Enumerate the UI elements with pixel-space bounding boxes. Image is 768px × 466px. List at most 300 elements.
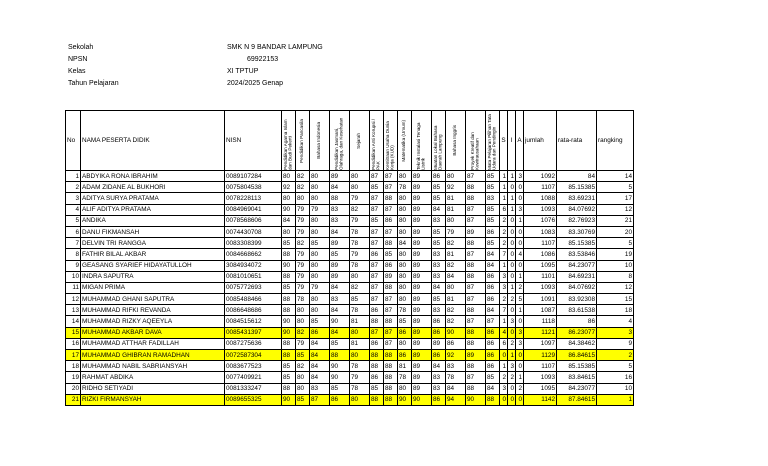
grades-table [65, 110, 634, 406]
subject-score: 87 [370, 193, 384, 204]
header-avg: rata-rata [557, 111, 597, 171]
student-nisn: 0078568606 [225, 215, 282, 226]
absent-count: 0 [516, 238, 524, 249]
subject-score: 85 [330, 249, 350, 260]
subject-score: 85 [486, 171, 500, 182]
ranking: 5 [597, 182, 634, 193]
subject-score: 86 [398, 350, 412, 361]
permit-count: 1 [508, 282, 516, 293]
subject-score: 89 [412, 282, 432, 293]
table-row [66, 282, 634, 293]
subject-score: 88 [384, 282, 398, 293]
subject-score: 82 [446, 316, 466, 327]
subject-score: 90 [282, 394, 296, 405]
subject-score: 79 [296, 215, 310, 226]
subject-score: 81 [446, 204, 466, 215]
header-subject: Teknik Instalasi Tenaga Listrik [412, 111, 432, 171]
subject-score: 87 [370, 238, 384, 249]
ranking: 14 [597, 171, 634, 182]
subject-score: 87 [466, 294, 486, 305]
subject-score: 80 [398, 383, 412, 394]
ranking: 3 [597, 327, 634, 338]
subject-score: 83 [432, 372, 446, 383]
sick-count: 2 [500, 238, 508, 249]
student-nisn: 0083677523 [225, 361, 282, 372]
subject-score: 84 [432, 282, 446, 293]
subject-score: 88 [486, 394, 500, 405]
header-subject: Pendidikan Anti Korupsi / PAK [370, 111, 384, 171]
subject-score: 80 [398, 294, 412, 305]
absent-count: 4 [516, 249, 524, 260]
average-score: 84.07692 [557, 204, 597, 215]
sick-count: 1 [500, 182, 508, 193]
subject-score: 84 [310, 338, 330, 349]
student-nisn: 0087275636 [225, 338, 282, 349]
ranking: 4 [597, 316, 634, 327]
sick-count: 3 [500, 383, 508, 394]
permit-count: 0 [508, 327, 516, 338]
total-score: 1093 [524, 282, 557, 293]
average-score: 83.30769 [557, 226, 597, 237]
absent-count: 1 [516, 305, 524, 316]
subject-score: 85 [370, 182, 384, 193]
subject-score: 80 [310, 182, 330, 193]
subject-score: 88 [370, 316, 384, 327]
table-row [66, 182, 634, 193]
total-score: 1107 [524, 238, 557, 249]
subject-score: 89 [412, 271, 432, 282]
total-score: 1076 [524, 215, 557, 226]
subject-score: 78 [350, 226, 370, 237]
subject-score: 88 [384, 394, 398, 405]
subject-score: 88 [330, 350, 350, 361]
subject-score: 83 [330, 294, 350, 305]
subject-score: 85 [432, 226, 446, 237]
subject-score: 85 [296, 394, 310, 405]
subject-score: 89 [330, 260, 350, 271]
subject-score: 89 [412, 338, 432, 349]
sick-count: 2 [500, 226, 508, 237]
subject-score: 85 [486, 204, 500, 215]
subject-score: 84 [486, 383, 500, 394]
student-name: DELVIN TRI RANGGA [81, 238, 225, 249]
average-score: 86.23077 [557, 327, 597, 338]
student-nisn: 0083308399 [225, 238, 282, 249]
student-name: INDRA SAPUTRA [81, 271, 225, 282]
table-row [66, 226, 634, 237]
absent-count: 3 [516, 171, 524, 182]
subject-score: 90 [282, 204, 296, 215]
average-score: 83.61538 [557, 305, 597, 316]
subject-score: 80 [310, 271, 330, 282]
subject-score: 80 [310, 193, 330, 204]
subject-score: 87 [486, 316, 500, 327]
row-number: 21 [66, 394, 81, 405]
sick-count: 4 [500, 327, 508, 338]
total-score: 1086 [524, 249, 557, 260]
average-score: 84.38462 [557, 338, 597, 349]
ranking: 12 [597, 282, 634, 293]
subject-score: 88 [466, 271, 486, 282]
table-row [66, 260, 634, 271]
subject-score: 92 [446, 182, 466, 193]
total-score: 1129 [524, 350, 557, 361]
subject-score: 84 [486, 249, 500, 260]
subject-score: 84 [432, 361, 446, 372]
average-score: 83.53846 [557, 249, 597, 260]
year-label: Tahun Pelajaran [68, 80, 119, 87]
average-score: 84.07692 [557, 282, 597, 293]
subject-score: 85 [282, 361, 296, 372]
subject-score: 90 [282, 260, 296, 271]
subject-score: 89 [412, 316, 432, 327]
total-score: 1093 [524, 372, 557, 383]
student-name: MUHAMMAD ATTHAR FADILLAH [81, 338, 225, 349]
subject-score: 88 [466, 361, 486, 372]
average-score: 84.69231 [557, 271, 597, 282]
header-no: No [66, 111, 81, 171]
ranking: 20 [597, 226, 634, 237]
total-score: 1093 [524, 204, 557, 215]
subject-score: 83 [310, 383, 330, 394]
student-nisn: 0081010651 [225, 271, 282, 282]
subject-score: 80 [398, 260, 412, 271]
subject-score: 80 [296, 316, 310, 327]
subject-score: 83 [432, 215, 446, 226]
ranking: 10 [597, 260, 634, 271]
total-score: 1118 [524, 316, 557, 327]
subject-score: 80 [296, 305, 310, 316]
student-name: MUHAMMAD GHANI SAPUTRA [81, 294, 225, 305]
subject-score: 87 [384, 171, 398, 182]
subject-score: 87 [384, 327, 398, 338]
student-nisn: 0089107284 [225, 171, 282, 182]
subject-score: 90 [412, 394, 432, 405]
subject-score: 85 [310, 316, 330, 327]
subject-score: 87 [370, 327, 384, 338]
subject-score: 85 [486, 182, 500, 193]
subject-score: 80 [398, 215, 412, 226]
subject-score: 80 [398, 171, 412, 182]
subject-score: 83 [486, 193, 500, 204]
subject-score: 87 [466, 316, 486, 327]
subject-score: 85 [330, 338, 350, 349]
subject-score: 88 [466, 182, 486, 193]
total-score: 1121 [524, 327, 557, 338]
student-name: ABDYIKA RONA IBRAHIM [81, 171, 225, 182]
total-score: 1091 [524, 294, 557, 305]
subject-score: 90 [282, 327, 296, 338]
absent-count: 0 [516, 182, 524, 193]
subject-score: 80 [296, 193, 310, 204]
average-score: 83.69231 [557, 193, 597, 204]
subject-score: 88 [466, 260, 486, 271]
subject-score: 87 [466, 204, 486, 215]
header-subject: Pendidikan Jasmani, Olahraga, dan Kesehatan [330, 111, 350, 171]
subject-score: 83 [432, 271, 446, 282]
subject-score: 80 [282, 226, 296, 237]
permit-count: 0 [508, 238, 516, 249]
subject-score: 80 [310, 249, 330, 260]
student-name: ALIF ADITYA PRATAMA [81, 204, 225, 215]
subject-score: 79 [296, 204, 310, 215]
subject-score: 82 [296, 238, 310, 249]
absent-count: 3 [516, 327, 524, 338]
total-score: 1092 [524, 171, 557, 182]
subject-score: 82 [296, 361, 310, 372]
subject-score: 89 [330, 271, 350, 282]
permit-count: 0 [508, 260, 516, 271]
absent-count: 0 [516, 350, 524, 361]
subject-score: 87 [384, 226, 398, 237]
subject-score: 89 [412, 215, 432, 226]
subject-score: 79 [350, 372, 370, 383]
row-number: 16 [66, 338, 81, 349]
subject-score: 80 [398, 282, 412, 293]
sick-count: 1 [500, 361, 508, 372]
student-nisn: 0086648686 [225, 305, 282, 316]
header-subject: Muatan Lokal Bahasa Daerah Lampung [432, 111, 446, 171]
header-subject: Pendidikan Pancasila [296, 111, 310, 171]
student-name: MUHAMMAD RIZKY AQEEYLA [81, 316, 225, 327]
subject-score: 79 [446, 226, 466, 237]
subject-score: 80 [282, 193, 296, 204]
subject-score: 85 [350, 294, 370, 305]
subject-score: 84 [330, 226, 350, 237]
subject-score: 88 [282, 294, 296, 305]
total-score: 1101 [524, 271, 557, 282]
subject-score: 79 [310, 204, 330, 215]
ranking: 5 [597, 361, 634, 372]
subject-score: 84 [486, 260, 500, 271]
subject-score: 92 [446, 350, 466, 361]
table-row [66, 338, 634, 349]
row-number: 20 [66, 383, 81, 394]
header-subject: Sejarah [350, 111, 370, 171]
ranking: 17 [597, 193, 634, 204]
subject-score: 80 [350, 350, 370, 361]
subject-score: 83 [330, 215, 350, 226]
subject-score: 82 [296, 171, 310, 182]
absent-count: 3 [516, 338, 524, 349]
row-number: 13 [66, 305, 81, 316]
subject-score: 78 [350, 305, 370, 316]
subject-score: 90 [446, 327, 466, 338]
table-row [66, 193, 634, 204]
subject-score: 88 [282, 350, 296, 361]
row-number: 11 [66, 282, 81, 293]
permit-count: 0 [508, 215, 516, 226]
subject-score: 84 [446, 383, 466, 394]
total-score: 1107 [524, 361, 557, 372]
grades-body [66, 171, 634, 406]
subject-score: 85 [486, 372, 500, 383]
subject-score: 88 [384, 383, 398, 394]
student-nisn: 0085488466 [225, 294, 282, 305]
table-row [66, 238, 634, 249]
subject-score: 80 [398, 226, 412, 237]
subject-score: 80 [446, 215, 466, 226]
subject-score: 89 [412, 171, 432, 182]
subject-score: 90 [330, 316, 350, 327]
subject-score: 86 [370, 305, 384, 316]
subject-score: 81 [446, 294, 466, 305]
subject-score: 85 [296, 350, 310, 361]
subject-score: 86 [310, 327, 330, 338]
subject-score: 79 [296, 249, 310, 260]
table-row [66, 294, 634, 305]
subject-score: 80 [398, 249, 412, 260]
subject-score: 87 [370, 260, 384, 271]
year-value: 2024/2025 Genap [227, 80, 284, 87]
student-nisn: 0084668662 [225, 249, 282, 260]
subject-score: 80 [398, 204, 412, 215]
subject-score: 84 [486, 305, 500, 316]
subject-score: 85 [330, 383, 350, 394]
subject-score: 82 [446, 238, 466, 249]
student-nisn: 0078228113 [225, 193, 282, 204]
subject-score: 85 [432, 182, 446, 193]
sick-count: 3 [500, 282, 508, 293]
subject-score: 82 [350, 282, 370, 293]
subject-score: 86 [432, 316, 446, 327]
absent-count: 0 [516, 394, 524, 405]
header-sick: S [500, 111, 508, 171]
subject-score: 79 [296, 260, 310, 271]
student-name: MIGAN PRIMA [81, 282, 225, 293]
average-score: 83.84615 [557, 372, 597, 383]
subject-score: 87 [384, 305, 398, 316]
subject-score: 87 [384, 204, 398, 215]
student-name: RIZKI FIRMANSYAH [81, 394, 225, 405]
subject-score: 89 [384, 271, 398, 282]
subject-score: 85 [370, 215, 384, 226]
subject-score: 88 [466, 238, 486, 249]
subject-score: 78 [350, 238, 370, 249]
subject-score: 85 [432, 193, 446, 204]
total-score: 1083 [524, 226, 557, 237]
header-subject: Bahasa Indonesia [310, 111, 330, 171]
subject-score: 89 [412, 182, 432, 193]
permit-count: 1 [508, 350, 516, 361]
student-name: GEASANG SYARIEF HIDAYATULLOH [81, 260, 225, 271]
ranking: 8 [597, 271, 634, 282]
row-number: 18 [66, 361, 81, 372]
absent-count: 3 [516, 204, 524, 215]
subject-score: 87 [466, 249, 486, 260]
subject-score: 80 [282, 171, 296, 182]
permit-count: 1 [508, 193, 516, 204]
ranking: 16 [597, 372, 634, 383]
student-name: ADITYA SURYA PRATAMA [81, 193, 225, 204]
average-score: 86.84615 [557, 350, 597, 361]
sick-count: 6 [500, 338, 508, 349]
subject-score: 86 [384, 260, 398, 271]
class-value: XI TPTUP [227, 68, 259, 75]
header-subject: Kemitraan Usaha Dunia Kerja (KUD) [384, 111, 398, 171]
ranking: 9 [597, 338, 634, 349]
subject-score: 88 [370, 350, 384, 361]
permit-count: 1 [508, 204, 516, 215]
subject-score: 80 [310, 294, 330, 305]
absent-count: 2 [516, 282, 524, 293]
subject-score: 79 [296, 282, 310, 293]
student-name: MUHAMMAD GHIBRAN RAMADHAN [81, 350, 225, 361]
subject-score: 86 [486, 226, 500, 237]
student-nisn: 0075804538 [225, 182, 282, 193]
subject-score: 87 [466, 215, 486, 226]
subject-score: 79 [296, 271, 310, 282]
subject-score: 89 [412, 305, 432, 316]
total-score: 1097 [524, 338, 557, 349]
subject-score: 82 [296, 182, 310, 193]
subject-score: 87 [466, 171, 486, 182]
student-nisn: 3084934072 [225, 260, 282, 271]
header-absent: A [516, 111, 524, 171]
sick-count: 1 [500, 260, 508, 271]
ranking: 19 [597, 249, 634, 260]
average-score: 86 [557, 316, 597, 327]
subject-score: 82 [446, 305, 466, 316]
subject-score: 80 [310, 171, 330, 182]
subject-score: 90 [330, 372, 350, 383]
student-nisn: 0072587304 [225, 350, 282, 361]
subject-score: 89 [432, 338, 446, 349]
subject-score: 80 [350, 394, 370, 405]
average-score: 84 [557, 171, 597, 182]
class-label: Kelas [68, 68, 86, 75]
subject-score: 78 [350, 361, 370, 372]
subject-score: 79 [350, 215, 370, 226]
average-score: 84.23077 [557, 383, 597, 394]
subject-score: 79 [350, 193, 370, 204]
header-subject: Pendidikan Agama Islam dan Budi Pekerti [282, 111, 296, 171]
row-number: 15 [66, 327, 81, 338]
subject-score: 89 [412, 327, 432, 338]
subject-score: 86 [446, 338, 466, 349]
subject-score: 89 [330, 238, 350, 249]
row-number: 5 [66, 215, 81, 226]
subject-score: 89 [466, 350, 486, 361]
sick-count: 6 [500, 204, 508, 215]
subject-score: 84 [330, 305, 350, 316]
sick-count: 0 [500, 394, 508, 405]
absent-count: 0 [516, 316, 524, 327]
student-nisn: 0089655325 [225, 394, 282, 405]
school-label: Sekolah [68, 44, 94, 51]
subject-score: 89 [330, 171, 350, 182]
header-permit: I [508, 111, 516, 171]
row-number: 7 [66, 238, 81, 249]
subject-score: 80 [296, 383, 310, 394]
subject-score: 88 [466, 338, 486, 349]
header-name: NAMA PESERTA DIDIK [81, 111, 225, 171]
subject-score: 88 [384, 372, 398, 383]
subject-score: 89 [412, 238, 432, 249]
ranking: 12 [597, 204, 634, 215]
subject-score: 86 [330, 394, 350, 405]
ranking: 18 [597, 305, 634, 316]
subject-score: 81 [446, 193, 466, 204]
subject-score: 86 [370, 372, 384, 383]
absent-count: 0 [516, 193, 524, 204]
subject-score: 86 [486, 271, 500, 282]
total-score: 1088 [524, 193, 557, 204]
permit-count: 0 [508, 182, 516, 193]
row-number: 4 [66, 204, 81, 215]
subject-score: 88 [370, 394, 384, 405]
subject-score: 88 [282, 271, 296, 282]
